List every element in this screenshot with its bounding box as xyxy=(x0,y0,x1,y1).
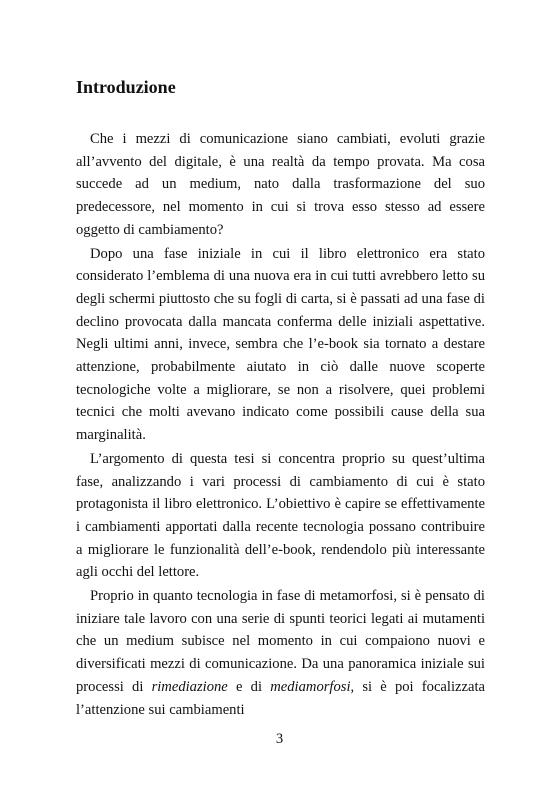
paragraph-text: Dopo una fase iniziale in cui il libro elettronico era stato considerato l’emblema di una nuova era in cui tutti avrebbero letto su degli schermi piuttosto che su fogli di carta, si è passati ad una fase di declino provocata dalla mancata conferma delle iniziali aspettative. Negli ultimi anni, invece, sembra che l’e-book sia tornato a destare attenzione, probabilmente aiutato in ciò dalle nuove scoperte tecnologiche volte a migliorare, se non a risolvere, quei problemi tecnici che molti avevano indicato come possibili cause della sua marginalità. xyxy=(76,245,485,444)
page-number: 3 xyxy=(275,731,284,747)
italic-term-mediamorfosi: mediamorfosi xyxy=(270,678,351,695)
page-title: Introduzione xyxy=(76,77,176,97)
italic-term-rimediazione: rimediazione xyxy=(151,678,228,695)
paragraph-text: e di xyxy=(227,678,271,695)
paragraph-text: , si è poi focalizzata l’attenzione sui cambiamenti xyxy=(76,678,485,718)
paragraph-text: Che i mezzi di comunicazione siano cambiati, evoluti grazie all’avvento del digitale, è una realtà da tempo provata. Ma cosa succede ad un medium, nato dalla trasformazione del suo predecessore, nel momento in cui si trova esso stesso ad essere oggetto di cambiamento? xyxy=(76,131,485,238)
paragraph-3 xyxy=(76,448,485,584)
paragraph-1 xyxy=(76,128,485,242)
paragraph-text: L’argomento di questa tesi si concentra proprio su quest’ultima fase, analizzando i vari processi di cambiamento di cui è stato protagonista il libro elettronico. L’obiettivo è capire se effettivamente i cambiamenti apportati dalla recente tecnologia possano contribuire a migliorare le funzionalità dell’e-book, rendendolo più interessante agli occhi del lettore. xyxy=(76,450,485,581)
paragraph-text: Proprio in quanto tecnologia in fase di metamorfosi, si è pensato di iniziare tale lavoro con una serie di spunti teorici legati ai mutamenti che un medium subisce nel momento in cui compaiono nuovi e diversificati mezzi di comunicazione. Da una panoramica iniziale sui processi di xyxy=(76,588,485,695)
paragraph-2 xyxy=(76,243,485,447)
paragraph-4 xyxy=(76,585,485,721)
body-text xyxy=(76,128,485,721)
